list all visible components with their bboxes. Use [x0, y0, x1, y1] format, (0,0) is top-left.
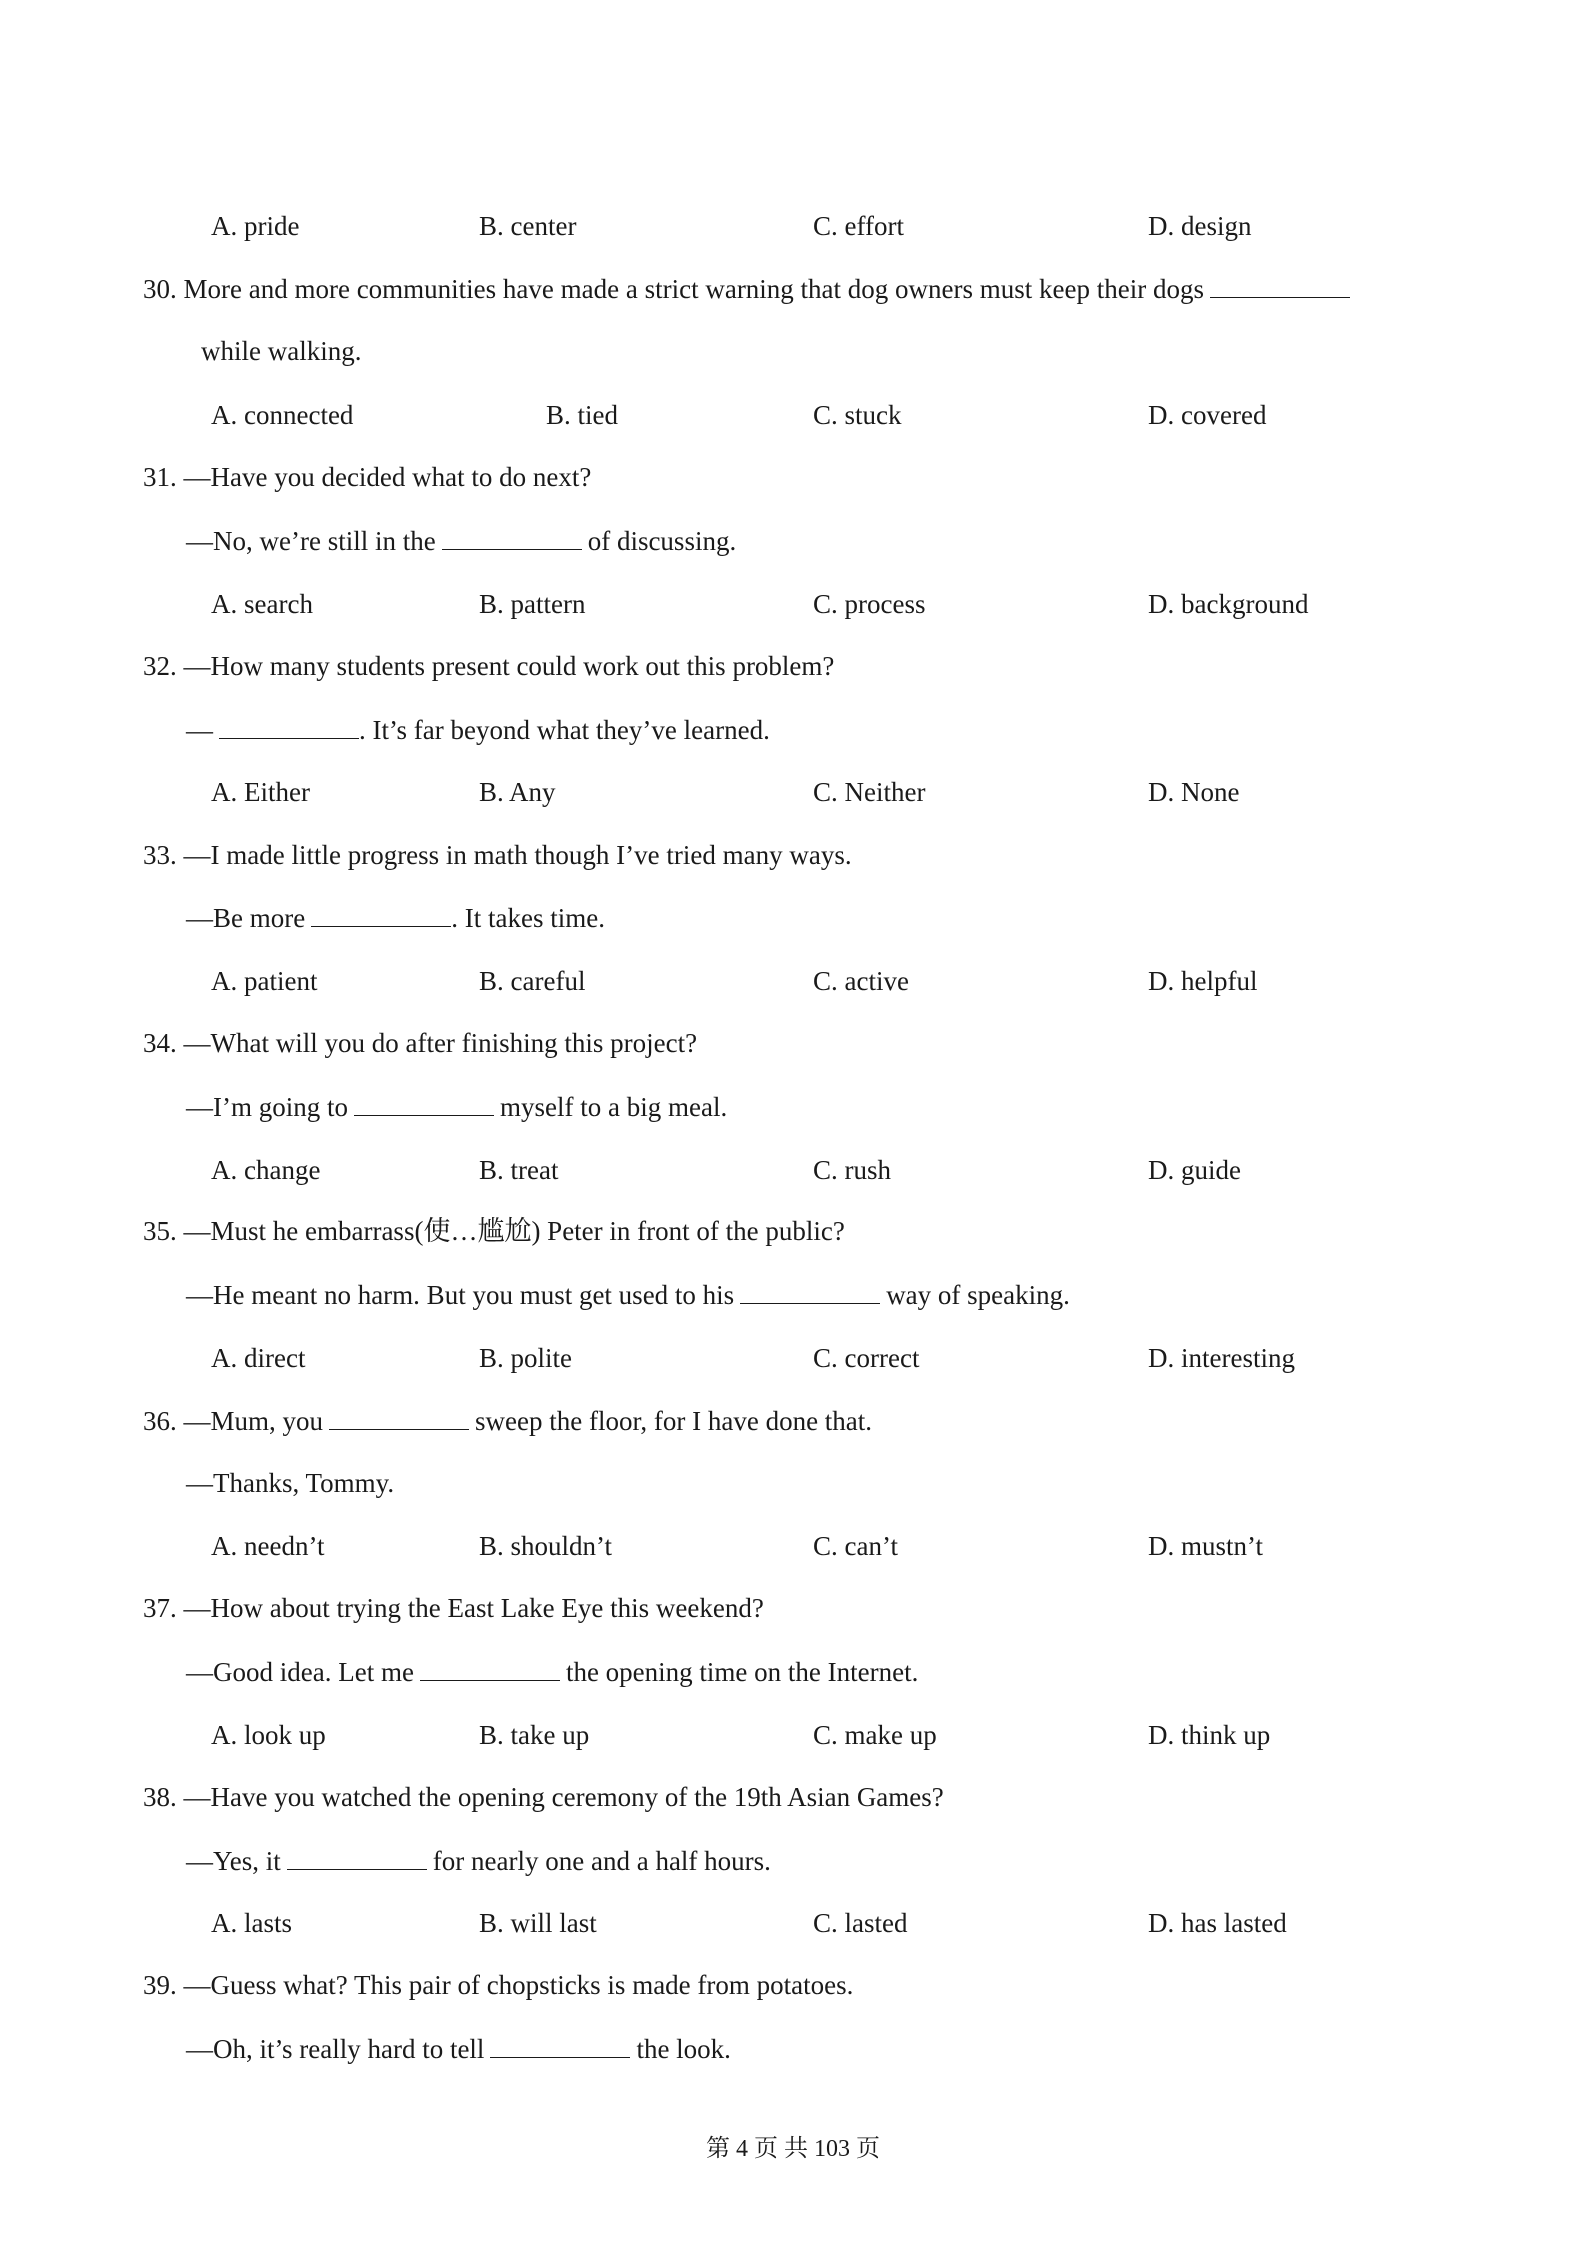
- answer-text-before: —Yes, it: [186, 1846, 281, 1876]
- question-39: [143, 1968, 853, 2002]
- question-number: 36.: [143, 1406, 177, 1436]
- answer-blank: [354, 1089, 494, 1116]
- option-b: B. pattern: [479, 589, 586, 619]
- option-b: B. careful: [479, 966, 586, 996]
- option-c: C. lasted: [813, 1908, 908, 1938]
- question-38: [143, 1780, 944, 1814]
- option-a: A. connected: [211, 400, 354, 430]
- answer-blank: [219, 712, 359, 739]
- option-b: B. treat: [479, 1155, 559, 1185]
- q36-options: [0, 1529, 1586, 1563]
- option-b: B. shouldn’t: [479, 1531, 613, 1561]
- question-35: [143, 1214, 845, 1248]
- option-c: C. process: [813, 589, 926, 619]
- answer-39: [186, 2031, 731, 2066]
- option-b: B. Any: [479, 777, 556, 807]
- answer-blank: [287, 1843, 427, 1870]
- answer-text-before: —I’m going to: [186, 1092, 348, 1122]
- question-number: 35.: [143, 1216, 177, 1246]
- option-a: A. search: [211, 589, 313, 619]
- answer-text-after: . It’s far beyond what they’ve learned.: [359, 715, 770, 745]
- option-d: D. has lasted: [1148, 1908, 1287, 1938]
- question-text: —How many students present could work out this problem?: [183, 651, 835, 681]
- option-d: D. design: [1148, 211, 1252, 241]
- option-b: B. will last: [479, 1908, 597, 1938]
- option-a: A. Either: [211, 777, 310, 807]
- question-text-after: sweep the floor, for I have done that.: [475, 1406, 873, 1436]
- option-c: C. effort: [813, 211, 904, 241]
- answer-text-before: —He meant no harm. But you must get used to his: [186, 1280, 735, 1310]
- answer-31: [186, 523, 736, 558]
- option-d: D. think up: [1148, 1720, 1271, 1750]
- question-number: 39.: [143, 1970, 177, 2000]
- answer-35: [186, 1277, 1070, 1312]
- option-c: C. active: [813, 966, 909, 996]
- question-30-continued: [201, 334, 361, 368]
- answer-text-before: —No, we’re still in the: [186, 526, 436, 556]
- answer-blank: [1210, 271, 1350, 298]
- answer-text-after: myself to a big meal.: [500, 1092, 728, 1122]
- question-number: 38.: [143, 1782, 177, 1812]
- question-number: 32.: [143, 651, 177, 681]
- answer-blank: [329, 1403, 469, 1430]
- answer-text-before: —Good idea. Let me: [186, 1657, 414, 1687]
- question-30: [143, 271, 1356, 306]
- q38-options: [0, 1906, 1586, 1940]
- option-d: D. background: [1148, 589, 1309, 619]
- answer-text-after: . It takes time.: [451, 903, 605, 933]
- answer-32: [186, 712, 770, 747]
- answer-text: —Thanks, Tommy.: [186, 1468, 395, 1498]
- answer-text-after: way of speaking.: [886, 1280, 1070, 1310]
- answer-text-after: of discussing.: [587, 526, 737, 556]
- option-d: D. mustn’t: [1148, 1531, 1264, 1561]
- option-a: A. direct: [211, 1343, 306, 1373]
- option-a: A. needn’t: [211, 1531, 325, 1561]
- q33-options: [0, 964, 1586, 998]
- question-text: More and more communities have made a strict warning that dog owners must keep their dogs: [183, 274, 1204, 304]
- option-c: C. can’t: [813, 1531, 898, 1561]
- question-37: [143, 1591, 764, 1625]
- option-b: B. polite: [479, 1343, 572, 1373]
- question-text-before: —Mum, you: [183, 1406, 324, 1436]
- option-d: D. None: [1148, 777, 1240, 807]
- question-36: [143, 1403, 872, 1438]
- answer-blank: [490, 2031, 630, 2058]
- answer-37: [186, 1654, 918, 1689]
- question-number: 31.: [143, 462, 177, 492]
- question-33: [143, 838, 852, 872]
- option-a: A. patient: [211, 966, 318, 996]
- option-c: C. correct: [813, 1343, 920, 1373]
- q37-options: [0, 1718, 1586, 1752]
- option-c: C. make up: [813, 1720, 937, 1750]
- option-b: B. tied: [546, 400, 618, 430]
- question-text: —Have you watched the opening ceremony of the 19th Asian Games?: [183, 1782, 944, 1812]
- option-b: B. take up: [479, 1720, 590, 1750]
- answer-text-before: —: [186, 715, 213, 745]
- answer-blank: [442, 523, 582, 550]
- option-d: D. covered: [1148, 400, 1267, 430]
- option-c: C. stuck: [813, 400, 902, 430]
- question-31: [143, 460, 591, 494]
- answer-34: [186, 1089, 727, 1124]
- answer-38: [186, 1843, 771, 1878]
- question-34: [143, 1026, 697, 1060]
- answer-text-after: the opening time on the Internet.: [565, 1657, 919, 1687]
- question-number: 34.: [143, 1028, 177, 1058]
- answer-blank: [311, 900, 451, 927]
- question-number: 30.: [143, 274, 177, 304]
- option-c: C. Neither: [813, 777, 926, 807]
- option-a: A. change: [211, 1155, 321, 1185]
- option-a: A. look up: [211, 1720, 326, 1750]
- question-text: —How about trying the East Lake Eye this weekend?: [183, 1593, 764, 1623]
- question-text: —I made little progress in math though I’ve tried many ways.: [183, 840, 852, 870]
- question-text: —Have you decided what to do next?: [183, 462, 592, 492]
- q30-options: [0, 398, 1586, 432]
- option-d: D. guide: [1148, 1155, 1241, 1185]
- question-text: —Guess what? This pair of chopsticks is made from potatoes.: [183, 1970, 854, 2000]
- option-a: A. lasts: [211, 1908, 292, 1938]
- option-d: D. interesting: [1148, 1343, 1295, 1373]
- answer-text-before: —Oh, it’s really hard to tell: [186, 2034, 485, 2064]
- page-number-footer: 第 4 页 共 103 页: [706, 2136, 880, 2162]
- answer-blank: [420, 1654, 560, 1681]
- q29-options: [0, 209, 1586, 243]
- question-number: 33.: [143, 840, 177, 870]
- q31-options: [0, 587, 1586, 621]
- answer-36: [186, 1466, 394, 1500]
- option-b: B. center: [479, 211, 577, 241]
- question-32: [143, 649, 834, 683]
- answer-text-after: the look.: [636, 2034, 731, 2064]
- question-text: —Must he embarrass(使…尴尬) Peter in front of the public?: [183, 1216, 845, 1246]
- option-a: A. pride: [211, 211, 300, 241]
- q32-options: [0, 775, 1586, 809]
- question-text: —What will you do after finishing this project?: [183, 1028, 698, 1058]
- question-number: 37.: [143, 1593, 177, 1623]
- q34-options: [0, 1153, 1586, 1187]
- answer-blank: [740, 1277, 880, 1304]
- q35-options: [0, 1341, 1586, 1375]
- answer-text-after: for nearly one and a half hours.: [432, 1846, 771, 1876]
- option-c: C. rush: [813, 1155, 892, 1185]
- answer-33: [186, 900, 605, 935]
- answer-text-before: —Be more: [186, 903, 306, 933]
- option-d: D. helpful: [1148, 966, 1258, 996]
- question-text-cont: while walking.: [201, 336, 362, 366]
